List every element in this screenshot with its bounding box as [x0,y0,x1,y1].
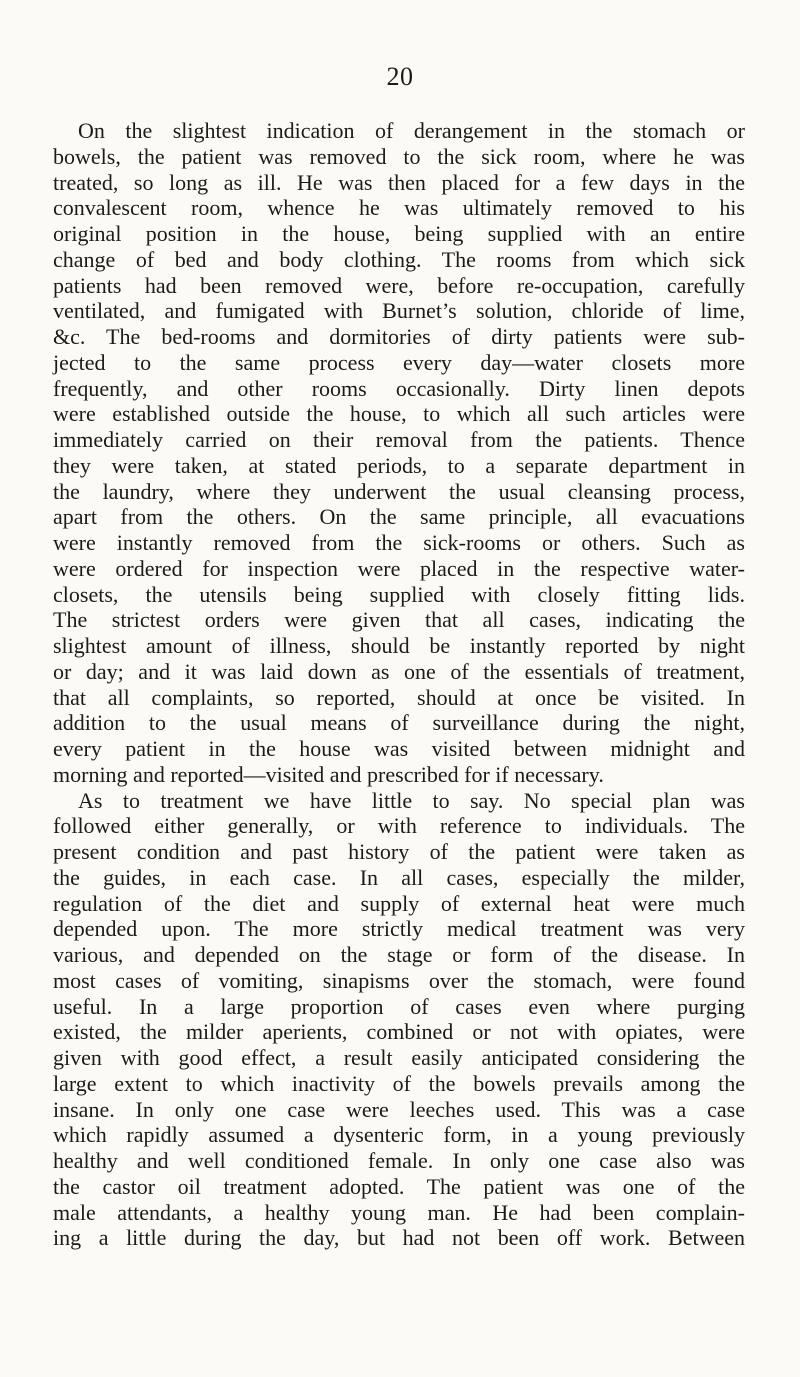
text-line: addition to the usual means of surveillance during the night, [53,710,745,736]
text-line: were instantly removed from the sick-rooms or others. Such as [53,530,745,555]
text-line: On the slightest indication of derangement in the stomach or [78,118,745,143]
text-line: existed, the milder aperients, combined or not with opiates, were [53,1019,745,1045]
text-line: were established outside the house, to which all such articles were [53,401,745,427]
text-line: ing a little during the day, but had not been off work. Between [53,1225,745,1251]
text-line: convalescent room, whence he was ultimately removed to his [53,195,745,221]
text-line: which rapidly assumed a dysenteric form, in a young previously [53,1122,745,1148]
text-line: useful. In a large proportion of cases even where purging [53,993,745,1019]
text-line: were ordered for inspection were placed in the respective water- [53,555,745,581]
text-line: most cases of vomiting, sinapisms over the stomach, were found [53,967,745,993]
page-number: 20 [386,62,414,91]
text-line: morning and reported—visited and prescribed for if necessary. [53,761,604,787]
text-line: that all complaints, so reported, should at once be visited. In [53,684,745,710]
text-line: bowels, the patient was removed to the sick room, where he was [53,143,745,169]
text-line: the guides, in each case. In all cases, especially the milder, [53,864,745,890]
text-line: followed either generally, or with reference to individuals. The [53,813,745,839]
text-line: As to treatment we have little to say. No special plan was [78,787,745,813]
text-line: every patient in the house was visited between midnight and [53,736,745,761]
text-line: original position in the house, being supplied with an entire [53,221,745,246]
text-line: healthy and well conditioned female. In only one case also was [53,1148,745,1173]
text-line: patients had been removed were, before re-occupation, carefully [53,272,745,298]
text-line: slightest amount of illness, should be instantly reported by night [53,633,745,658]
text-line: ventilated, and fumigated with Burnet’s solution, chloride of lime, [53,298,745,324]
text-line: immediately carried on their removal from the patients. Thence [53,427,745,452]
text-line: regulation of the diet and supply of external heat were much [53,890,745,916]
text-line: the laundry, where they underwent the usual cleansing process, [53,478,745,504]
text-line: &c. The bed-rooms and dormitories of dirty patients were sub- [53,324,745,349]
text-line: present condition and past history of the patient were taken as [53,839,745,864]
text-line: insane. In only one case were leeches used. This was a case [53,1096,745,1122]
text-line: change of bed and body clothing. The rooms from which sick [53,246,745,272]
text-line: large extent to which inactivity of the bowels prevails among the [53,1070,745,1096]
text-line: the castor oil treatment adopted. The patient was one of the [53,1173,745,1199]
body-text [53,118,745,1251]
text-line: closets, the utensils being supplied with closely fitting lids. [53,581,745,607]
text-line: male attendants, a healthy young man. He had been complain- [53,1199,745,1225]
text-line: they were taken, at stated periods, to a separate department in [53,452,745,478]
text-line: treated, so long as ill. He was then placed for a few days in the [53,169,745,195]
text-line: given with good effect, a result easily anticipated considering the [53,1045,745,1070]
text-line: The strictest orders were given that all cases, indicating the [53,607,745,633]
text-line: or day; and it was laid down as one of the essentials of treatment, [53,658,745,684]
text-line: frequently, and other rooms occasionally. Dirty linen depots [53,375,745,401]
text-line: jected to the same process every day—water closets more [53,349,745,375]
text-line: apart from the others. On the same principle, all evacuations [53,504,745,530]
text-line: various, and depended on the stage or form of the disease. In [53,942,745,967]
text-line: depended upon. The more strictly medical treatment was very [53,916,745,942]
